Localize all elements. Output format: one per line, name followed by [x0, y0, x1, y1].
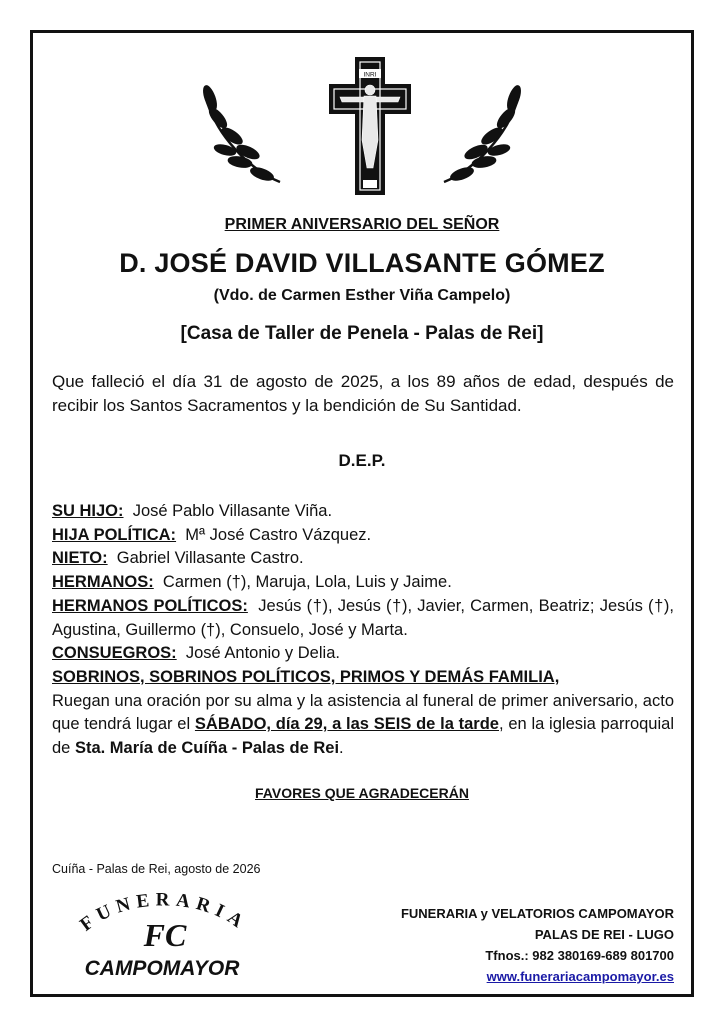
funeraria-logo: [50, 882, 280, 982]
logo-monogram: FC: [143, 917, 187, 953]
inri-plaque: INRI: [363, 71, 377, 79]
family-line-siblings-in-law: [52, 595, 674, 642]
right-laurel-icon: [444, 84, 523, 183]
end-mark: .: [339, 739, 344, 758]
family-names: Mª José Castro Vázquez.: [185, 525, 372, 544]
family-line-daughter-in-law: [52, 524, 674, 548]
dep-line: D.E.P.: [338, 451, 386, 470]
family-names: Gabriel Villasante Castro.: [116, 549, 304, 568]
cross-emblem: [0, 0, 724, 200]
family-line-son: [52, 500, 674, 524]
church-name: Sta. María de Cuíña - Palas de Rei: [74, 739, 340, 758]
left-laurel-icon: [201, 84, 280, 183]
anniversary-heading: PRIMER ANIVERSARIO DEL SEÑOR: [224, 216, 500, 233]
company-phones: Tfnos.: 982 380169-689 801700: [485, 948, 674, 963]
crucifix-icon: [329, 57, 411, 195]
funeral-paragraph: [52, 690, 674, 761]
family-label: HIJA POLÍTICA:: [52, 525, 177, 544]
family-line-siblings: [52, 571, 674, 595]
family-line-co-parents-in-law: [52, 642, 674, 666]
extended-family-heading: SOBRINOS, SOBRINOS POLÍTICOS, PRIMOS Y DEMÁS FAMILIA,: [52, 667, 560, 686]
company-name: FUNERARIA y VELATORIOS CAMPOMAYOR: [400, 906, 674, 921]
family-line-grandson: [52, 547, 674, 571]
logo-arc-text: FUNERARIA: [76, 889, 252, 936]
widower-line: (Vdo. de Carmen Esther Viña Campelo): [213, 287, 511, 304]
family-names: José Pablo Villasante Viña.: [132, 502, 333, 520]
house-line: [Casa de Taller de Penela - Palas de Rei]: [180, 323, 544, 344]
family-names: Carmen (†), Maruja, Lola, Luis y Jaime.: [162, 573, 452, 592]
family-label: HERMANOS POLÍTICOS:: [52, 596, 248, 615]
family-list: [52, 500, 674, 761]
place-date: Cuíña - Palas de Rei, agosto de 2026: [52, 862, 261, 876]
family-label: HERMANOS:: [52, 573, 154, 592]
family-names: Jesús (†), Jesús (†), Javier, Carmen, Beatriz; Jesús (†), Agustina, Guillermo (†), Consuelo, José y Marta.: [52, 596, 674, 639]
pray-text: Ruegan una oración por su alma y la asistencia al funeral de primer aniversario, acto que tendrá lugar el: [52, 691, 674, 734]
family-label: SU HIJO:: [52, 502, 124, 520]
deceased-name: D. JOSÉ DAVID VILLASANTE GÓMEZ: [119, 248, 605, 278]
thanks-line: FAVORES QUE AGRADECERÁN: [255, 785, 469, 801]
family-label: CONSUEGROS:: [52, 644, 177, 663]
family-names: José Antonio y Delia.: [185, 644, 340, 663]
company-website-link[interactable]: www.funerariacampomayor.es: [486, 969, 674, 984]
logo-brand: CAMPOMAYOR: [84, 957, 240, 980]
church-intro: , en la iglesia parroquial de: [52, 715, 674, 758]
company-location: PALAS DE REI - LUGO: [534, 927, 674, 942]
funeral-time: SÁBADO, día 29, a las SEIS de la tarde: [194, 715, 499, 734]
contact-block: [401, 903, 674, 987]
intro-paragraph: Que falleció el día 31 de agosto de 2025, a los 89 años de edad, después de recibir los Santos Sacramentos y la bendición de Su Santidad.: [52, 372, 674, 415]
family-label: NIETO:: [52, 549, 108, 568]
